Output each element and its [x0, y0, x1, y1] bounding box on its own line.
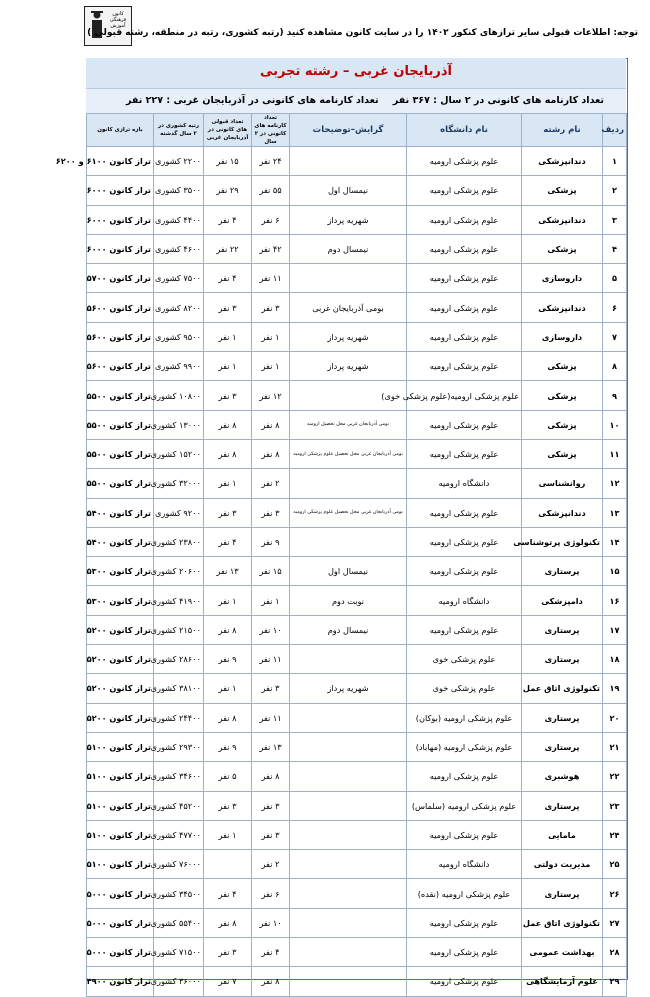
university-cell: علوم پزشکی ارومیه [407, 938, 522, 967]
count-province-cell: ۱ نفر [204, 820, 252, 849]
rank-cell: ۲۰۶۰۰ کشوری [154, 557, 204, 586]
table-row [87, 586, 627, 615]
score-band-cell: تراز کانون ۵۶۰۰ [87, 322, 154, 351]
university-cell: علوم پزشکی ارومیه [407, 820, 522, 849]
rank-cell: ۳۲۰۰۰ کشوری [154, 469, 204, 498]
count-two-years-cell: ۱ نفر [252, 586, 290, 615]
count-two-years-cell: ۵۵ نفر [252, 176, 290, 205]
score-band-cell: تراز کانون ۵۳۰۰ [87, 586, 154, 615]
table-row [87, 410, 627, 439]
score-band-cell: تراز کانون ۵۵۰۰ [87, 381, 154, 410]
count-province-cell: ۸ نفر [204, 703, 252, 732]
row-number: ۱۱ [603, 439, 627, 468]
table-row [87, 264, 627, 293]
count-two-years-cell: ۲۴ نفر [252, 147, 290, 176]
rank-cell: ۹۵۰۰ کشوری [154, 322, 204, 351]
major-cell: پرستاری [522, 879, 603, 908]
info-band [86, 89, 626, 113]
count-province-cell: ۳ نفر [204, 938, 252, 967]
rank-cell: ۲۳۸۰۰ کشوری [154, 527, 204, 556]
rank-cell: ۸۲۰۰ کشوری [154, 293, 204, 322]
table-row [87, 703, 627, 732]
row-number: ۱۰ [603, 410, 627, 439]
count-two-years-cell: ۸ نفر [252, 439, 290, 468]
notes-cell [290, 732, 407, 761]
rank-cell: ۲۸۶۰۰ کشوری [154, 645, 204, 674]
count-province-cell: ۴ نفر [204, 527, 252, 556]
major-cell: دندانپزشکی [522, 498, 603, 527]
score-band-cell: تراز کانون ۵۲۰۰ [87, 674, 154, 703]
major-cell: پرستاری [522, 557, 603, 586]
count-province-cell: ۱ نفر [204, 469, 252, 498]
major-cell: پزشکی [522, 176, 603, 205]
row-number: ۲۵ [603, 850, 627, 879]
major-cell: پزشکی [522, 410, 603, 439]
count-two-years-cell: ۲ نفر [252, 850, 290, 879]
row-number: ۲۸ [603, 938, 627, 967]
col-rank: رتبه کشوری در ۲ سال گذشته [154, 114, 204, 147]
count-province-cell: ۳ نفر [204, 498, 252, 527]
major-cell: پزشکی [522, 439, 603, 468]
rank-cell: ۷۶۰۰۰ کشوری [154, 850, 204, 879]
rank-cell: ۷۵۰۰ کشوری [154, 264, 204, 293]
row-number: ۵ [603, 264, 627, 293]
top-bar [0, 0, 650, 50]
university-cell: دانشگاه ارومیه [407, 469, 522, 498]
university-cell: علوم پزشکی خوی [407, 645, 522, 674]
count-two-years: تعداد کارنامه های کانونی در ۲ سال : ۳۶۷ نفر [392, 95, 604, 106]
rank-cell: ۳۴۶۰۰ کشوری [154, 762, 204, 791]
notes-cell [290, 264, 407, 293]
count-two-years-cell: ۱۱ نفر [252, 645, 290, 674]
major-cell: روانشناسی [522, 469, 603, 498]
rank-cell: ۳۴۵۰۰ کشوری [154, 879, 204, 908]
notes-cell: شهریه پرداز [290, 205, 407, 234]
major-cell: بهداشت عمومی [522, 938, 603, 967]
university-cell: علوم پزشکی ارومیه [407, 527, 522, 556]
university-cell: علوم پزشکی ارومیه(علوم پزشکی خوی) [407, 381, 522, 410]
count-province-cell: ۴ نفر [204, 879, 252, 908]
university-cell: علوم پزشکی ارومیه [407, 557, 522, 586]
notes-cell [290, 938, 407, 967]
count-two-years-cell: ۱ نفر [252, 352, 290, 381]
row-number: ۴ [603, 234, 627, 263]
university-cell: علوم پزشکی ارومیه [407, 205, 522, 234]
major-cell: پرستاری [522, 732, 603, 761]
major-cell: داروسازی [522, 322, 603, 351]
university-cell: علوم پزشکی ارومیه (بوکان) [407, 703, 522, 732]
notes-cell [290, 645, 407, 674]
count-province-cell: ۵ نفر [204, 762, 252, 791]
university-cell: علوم پزشکی ارومیه [407, 908, 522, 937]
notes-cell: شهریه پرداز [290, 352, 407, 381]
count-two-years-cell: ۱۱ نفر [252, 703, 290, 732]
col-score-band: بازه ترازی کانون [87, 114, 154, 147]
score-band-cell: تراز کانون ۶۰۰۰ [87, 234, 154, 263]
rank-cell: ۴۷۷۰۰ کشوری [154, 820, 204, 849]
notes-cell: بومی آذربایجان غربی محل تحصیل علوم پزشکی ارومیه [290, 498, 407, 527]
notes-cell: نوبت دوم [290, 586, 407, 615]
university-cell: علوم پزشکی ارومیه (سلماس) [407, 791, 522, 820]
table-row [87, 615, 627, 644]
major-cell: پرستاری [522, 645, 603, 674]
notes-cell: نیمسال اول [290, 557, 407, 586]
rank-cell: ۲۱۵۰۰ کشوری [154, 615, 204, 644]
rank-cell: ۷۱۵۰۰ کشوری [154, 938, 204, 967]
count-two-years-cell: ۱۰ نفر [252, 908, 290, 937]
major-cell: دندانپزشکی [522, 205, 603, 234]
count-two-years-cell: ۱۰ نفر [252, 615, 290, 644]
score-band-cell: تراز کانون ۴۹۰۰ [87, 967, 154, 996]
notes-cell: بومی آذربایجان غربی محل تحصیل علوم پزشکی ارومیه [290, 439, 407, 468]
rank-cell: ۲۲۰۰ کشوری [154, 147, 204, 176]
count-province-cell: ۳ نفر [204, 791, 252, 820]
rank-cell: ۴۶۰۰ کشوری [154, 234, 204, 263]
score-band-cell: تراز کانون ۶۱۰۰ و ۶۲۰۰ [87, 147, 154, 176]
major-cell: هوشبری [522, 762, 603, 791]
count-two-years-cell: ۱ نفر [252, 322, 290, 351]
row-number: ۲۴ [603, 820, 627, 849]
table-row [87, 645, 627, 674]
notes-cell: شهریه پرداز [290, 322, 407, 351]
row-number: ۷ [603, 322, 627, 351]
notes-cell: نیمسال دوم [290, 234, 407, 263]
score-band-cell: تراز کانون ۵۱۰۰ [87, 850, 154, 879]
score-band-cell: تراز کانون ۵۳۰۰ [87, 557, 154, 586]
count-province-cell: ۲۹ نفر [204, 176, 252, 205]
count-province-cell: ۴ نفر [204, 264, 252, 293]
score-band-cell: تراز کانون ۵۷۰۰ [87, 264, 154, 293]
table-row [87, 938, 627, 967]
notes-cell [290, 147, 407, 176]
major-cell: پرستاری [522, 791, 603, 820]
table-row [87, 498, 627, 527]
rank-cell: ۳۸۱۰۰ کشوری [154, 674, 204, 703]
university-cell: علوم پزشکی ارومیه [407, 439, 522, 468]
page-title: آذربایجان غربی – رشته تجربی [259, 64, 453, 79]
row-number: ۱۶ [603, 586, 627, 615]
major-cell: تکنولوژی اتاق عمل [522, 908, 603, 937]
count-two-years-cell: ۳ نفر [252, 820, 290, 849]
row-number: ۱۸ [603, 645, 627, 674]
count-two-years-cell: ۱۳ نفر [252, 732, 290, 761]
score-band-cell: تراز کانون ۵۰۰۰ [87, 879, 154, 908]
rank-cell: ۹۹۰۰ کشوری [154, 352, 204, 381]
table-row [87, 732, 627, 761]
notes-cell: نیمسال دوم [290, 615, 407, 644]
count-two-years-cell: ۸ نفر [252, 410, 290, 439]
row-number: ۲۹ [603, 967, 627, 996]
university-cell: علوم پزشکی ارومیه [407, 264, 522, 293]
notes-cell [290, 527, 407, 556]
notes-cell: نیمسال اول [290, 176, 407, 205]
count-two-years-cell: ۶ نفر [252, 879, 290, 908]
major-cell: تکنولوژی اتاق عمل [522, 674, 603, 703]
row-number: ۶ [603, 293, 627, 322]
count-two-years-cell: ۴۲ نفر [252, 234, 290, 263]
table-body [55, 147, 627, 997]
count-two-years-cell: ۲ نفر [252, 469, 290, 498]
notes-cell: بومی آذربایجان غربی محل تحصیل ارومیه [290, 410, 407, 439]
table-row [87, 879, 627, 908]
notes-cell [290, 908, 407, 937]
rank-cell: ۵۵۴۰۰ کشوری [154, 908, 204, 937]
notes-cell [290, 469, 407, 498]
university-cell: علوم پزشکی خوی [407, 674, 522, 703]
notes-cell [290, 820, 407, 849]
score-band-cell: تراز کانون ۵۴۰۰ [87, 527, 154, 556]
score-band-cell: تراز کانون ۵۰۰۰ [87, 938, 154, 967]
score-band-cell: تراز کانون ۵۱۰۰ [87, 762, 154, 791]
rank-cell: ۳۵۰۰ کشوری [154, 176, 204, 205]
row-number: ۲۲ [603, 762, 627, 791]
col-notes: گرایش–توضیحات [290, 114, 407, 147]
university-cell: علوم پزشکی ارومیه [407, 176, 522, 205]
score-band-cell: تراز کانون ۵۲۰۰ [87, 645, 154, 674]
row-number: ۱۷ [603, 615, 627, 644]
table-row [87, 147, 627, 176]
count-province-cell: ۷ نفر [204, 967, 252, 996]
count-province: تعداد کارنامه های کانونی در آذربایجان غربی : ۲۲۷ نفر [126, 95, 379, 106]
rank-cell: ۴۵۲۰۰ کشوری [154, 791, 204, 820]
row-number: ۱۴ [603, 527, 627, 556]
count-province-cell: ۸ نفر [204, 410, 252, 439]
rank-cell: ۳۶۰۰۰ کشوری [154, 967, 204, 996]
table-row [87, 439, 627, 468]
major-cell: مدیریت دولتی [522, 850, 603, 879]
university-cell: علوم پزشکی ارومیه [407, 498, 522, 527]
count-province-cell: ۱۵ نفر [204, 147, 252, 176]
table-row [87, 908, 627, 937]
col-university: نام دانشگاه [407, 114, 522, 147]
count-province-cell: ۸ نفر [204, 615, 252, 644]
university-cell: علوم پزشکی ارومیه [407, 234, 522, 263]
score-band-cell: تراز کانون ۵۵۰۰ [87, 469, 154, 498]
row-number: ۸ [603, 352, 627, 381]
table-row [87, 293, 627, 322]
major-cell: دامپزشکی [522, 586, 603, 615]
score-band-cell: تراز کانون ۵۲۰۰ [87, 615, 154, 644]
university-cell: علوم پزشکی ارومیه [407, 322, 522, 351]
table-row [87, 850, 627, 879]
row-number: ۹ [603, 381, 627, 410]
count-two-years-cell: ۳ نفر [252, 791, 290, 820]
major-cell: پزشکی [522, 352, 603, 381]
major-cell: مامایی [522, 820, 603, 849]
score-band-cell: تراز کانون ۵۱۰۰ [87, 791, 154, 820]
count-two-years-cell: ۹ نفر [252, 527, 290, 556]
university-cell: علوم پزشکی ارومیه (نقده) [407, 879, 522, 908]
major-cell: علوم آزمایشگاهی [522, 967, 603, 996]
major-cell: پرستاری [522, 703, 603, 732]
table-row [87, 352, 627, 381]
table-row [87, 176, 627, 205]
score-band-cell: تراز کانون ۵۰۰۰ [87, 908, 154, 937]
notes-cell [290, 703, 407, 732]
table-row [87, 527, 627, 556]
count-province-cell: ۱ نفر [204, 674, 252, 703]
count-province-cell: ۱۳ نفر [204, 557, 252, 586]
score-band-cell: تراز کانون ۵۴۰۰ [87, 498, 154, 527]
row-number: ۳ [603, 205, 627, 234]
col-count-province: تعداد قبولی های کانونی در آذربایجان غربی [204, 114, 252, 147]
rank-cell: ۱۵۲۰۰ کشوری [154, 439, 204, 468]
count-two-years-cell: ۳ نفر [252, 498, 290, 527]
major-cell: تکنولوژی پرتوشناسی [522, 527, 603, 556]
rank-cell: ۴۱۹۰۰ کشوری [154, 586, 204, 615]
table-row [87, 967, 627, 996]
university-cell: دانشگاه ارومیه [407, 586, 522, 615]
notes-cell [290, 762, 407, 791]
university-cell: علوم پزشکی ارومیه [407, 147, 522, 176]
score-band-cell: تراز کانون ۵۱۰۰ [87, 732, 154, 761]
col-radif: ردیف [603, 114, 627, 147]
row-number: ۲۱ [603, 732, 627, 761]
row-number: ۲۶ [603, 879, 627, 908]
table-row [87, 205, 627, 234]
table-row [87, 469, 627, 498]
major-cell: دندانپزشکی [522, 293, 603, 322]
table-row [87, 762, 627, 791]
table-header-row [87, 114, 627, 147]
count-two-years-cell: ۳ نفر [252, 293, 290, 322]
score-band-cell: تراز کانون ۵۵۰۰ [87, 439, 154, 468]
table-row [87, 820, 627, 849]
university-cell: علوم پزشکی ارومیه [407, 293, 522, 322]
count-two-years-cell: ۶ نفر [252, 205, 290, 234]
rank-cell: ۴۴۰۰ کشوری [154, 205, 204, 234]
major-cell: پرستاری [522, 615, 603, 644]
row-number: ۱۵ [603, 557, 627, 586]
table-row [87, 234, 627, 263]
count-two-years-cell: ۱۲ نفر [252, 381, 290, 410]
score-band-cell: تراز کانون ۵۶۰۰ [87, 352, 154, 381]
major-cell: پزشکی [522, 234, 603, 263]
notice-text: توجه: اطلاعات قبولی سایر ترازهای کنکور ۱۴۰۲ را در سایت کانون مشاهده کنید (رتبه کشوری، رتبه در منطقه، رشته قبولی ) [87, 28, 638, 38]
table-row [87, 322, 627, 351]
university-cell: علوم پزشکی ارومیه [407, 352, 522, 381]
row-number: ۱۳ [603, 498, 627, 527]
count-two-years-cell: ۴ نفر [252, 938, 290, 967]
score-band-cell: تراز کانون ۵۵۰۰ [87, 410, 154, 439]
logo-text: کانون فرهنگی آموزش [109, 11, 127, 29]
acceptance-table [55, 113, 627, 997]
count-province-cell: ۱ نفر [204, 352, 252, 381]
count-province-cell: ۹ نفر [204, 732, 252, 761]
notes-cell: بومی آذربایجان غربی [290, 293, 407, 322]
score-band-cell: تراز کانون ۶۰۰۰ [87, 176, 154, 205]
count-two-years-cell: ۸ نفر [252, 762, 290, 791]
rank-cell: ۲۴۴۰۰ کشوری [154, 703, 204, 732]
col-count-two-years: تعداد کارنامه های کانونی در ۲ سال [252, 114, 290, 147]
university-cell: علوم پزشکی ارومیه (مهاباد) [407, 732, 522, 761]
row-number: ۱ [603, 147, 627, 176]
table-row [87, 381, 627, 410]
count-province-cell: ۱ نفر [204, 322, 252, 351]
notes-cell [290, 879, 407, 908]
count-province-cell: ۹ نفر [204, 645, 252, 674]
rank-cell: ۱۳۰۰۰ کشوری [154, 410, 204, 439]
score-band-cell: تراز کانون ۵۶۰۰ [87, 293, 154, 322]
notes-cell [290, 967, 407, 996]
notes-cell: شهریه پرداز [290, 674, 407, 703]
rank-cell: ۱۰۸۰۰ کشوری [154, 381, 204, 410]
score-band-cell: تراز کانون ۵۲۰۰ [87, 703, 154, 732]
rank-cell: ۲۹۳۰۰ کشوری [154, 732, 204, 761]
university-cell: علوم پزشکی ارومیه [407, 967, 522, 996]
count-province-cell: ۳ نفر [204, 381, 252, 410]
row-number: ۲۳ [603, 791, 627, 820]
table-row [87, 674, 627, 703]
score-band-cell: تراز کانون ۵۱۰۰ [87, 820, 154, 849]
count-province-cell: ۲۲ نفر [204, 234, 252, 263]
table-row [87, 791, 627, 820]
major-cell: دندانپزشکی [522, 147, 603, 176]
notes-cell [290, 791, 407, 820]
kanoon-logo [84, 6, 132, 46]
major-cell: داروسازی [522, 264, 603, 293]
count-province-cell: ۸ نفر [204, 908, 252, 937]
row-number: ۲۷ [603, 908, 627, 937]
count-province-cell: ۸ نفر [204, 439, 252, 468]
count-province-cell: ۳ نفر [204, 293, 252, 322]
title-band [86, 58, 626, 89]
row-number: ۱۹ [603, 674, 627, 703]
row-number: ۲۰ [603, 703, 627, 732]
university-cell: دانشگاه ارومیه [407, 850, 522, 879]
major-cell: پزشکی [522, 381, 603, 410]
row-number: ۲ [603, 176, 627, 205]
count-two-years-cell: ۱۵ نفر [252, 557, 290, 586]
count-two-years-cell: ۳ نفر [252, 674, 290, 703]
university-cell: علوم پزشکی ارومیه [407, 410, 522, 439]
rank-cell: ۹۲۰۰ کشوری [154, 498, 204, 527]
university-cell: علوم پزشکی ارومیه [407, 615, 522, 644]
notes-cell [290, 850, 407, 879]
count-province-cell [204, 850, 252, 879]
table-row [87, 557, 627, 586]
score-band-cell: تراز کانون ۶۰۰۰ [87, 205, 154, 234]
count-province-cell: ۴ نفر [204, 205, 252, 234]
university-cell: علوم پزشکی ارومیه [407, 762, 522, 791]
count-two-years-cell: ۸ نفر [252, 967, 290, 996]
col-major: نام رشته [522, 114, 603, 147]
row-number: ۱۲ [603, 469, 627, 498]
count-two-years-cell: ۱۱ نفر [252, 264, 290, 293]
count-province-cell: ۱ نفر [204, 586, 252, 615]
